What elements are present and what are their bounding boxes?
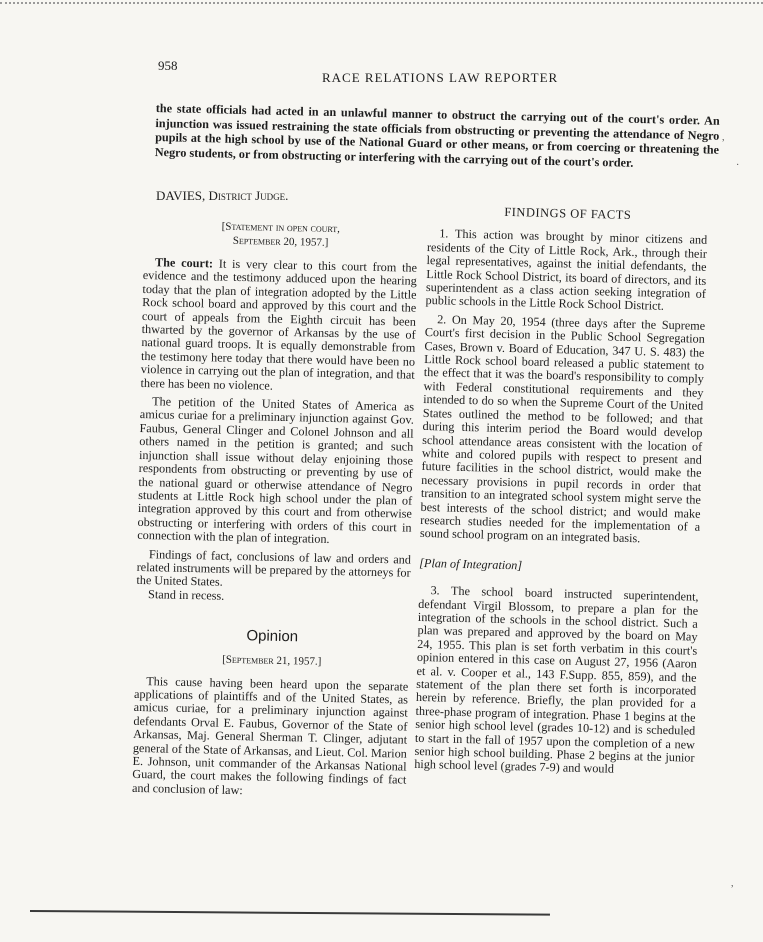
plan-subheading: [Plan of Integration] <box>419 555 523 573</box>
statement-caption-line1: [Statement in open court, <box>221 220 341 236</box>
petition-paragraph: The petition of the United States of America as amicus curiae for a preliminary injunction against Gov. Faubus, General Clinger and Colonel Johnson and all others named in the petition is granted; and such injunction shall issue without delay enjoining those respondents from obstructing or preventing by use of the national guard or otherwise attendance of Negro students at Little Rock high school under the plan of integration approved by this court and from otherwise obstructing or interfering with orders of this court in connection with the plan of integration. <box>137 394 415 547</box>
running-head: RACE RELATIONS LAW REPORTER <box>322 70 559 85</box>
court-paragraph-text: It is very clear to this court from the evidence and the testimony adduced upon the hearing today that the plan of integration adopted by the Little Rock school board and approved by this court and the court of appeals from the Eighth circuit has been thwarted by the governor of Arkansas by the use of national guard troops. It is equally demonstrable from the testimony here today that there would have been no violence in carrying out the plan of integration, and that there has been no violence. <box>140 256 418 393</box>
bottom-rule <box>30 910 550 916</box>
top-dotted-border <box>0 2 763 6</box>
left-column <box>132 218 418 801</box>
right-column <box>414 204 708 779</box>
opinion-heading: Opinion <box>246 627 299 646</box>
scan-speck: · <box>736 160 740 171</box>
statement-caption <box>143 218 418 252</box>
court-label: The court: <box>154 255 214 271</box>
finding-2: 2. On May 20, 1954 (three days after the Supreme Court's first decision in the Public School Segregation Cases, Brown v. Board of Education, 347 U. S. 483) the Little Rock school board released a public statement to the effect that it was the board's responsibility to comply with Federal constitutional requirements and they intended to do so when the Supreme Court of the United States outlined the method to be followed; and that during this interim period the Board would develop school attendance areas consistent with the location of white and colored pupils with respect to present and future facilities in the school district, would make the necessary provisions in pupil records in order that transition to an integrated school system might serve the best interests of the school district; and would make research studies needed for the implementation of a sound school program on an integrated basis. <box>419 312 706 546</box>
findings-heading: FINDINGS OF FACTS <box>504 204 632 222</box>
statement-caption-line2: September 20, 1957.] <box>232 234 329 249</box>
scan-speck: , <box>731 878 734 889</box>
court-statement-paragraph <box>140 256 417 396</box>
holding-summary: the state officials had acted in an unlawful manner to obstruct the carrying out of the court's order. An injunction was issued restraining the state officials from obstructing or preventing the attendance of Negro pupils at the high school by use of the National Guard or other means, or from coercing or threatening the Negro students, or from obstructing or interfering with the carrying out of the court's order. <box>154 101 720 170</box>
opinion-date: [September 21, 1957.] <box>222 653 322 668</box>
finding-1: 1. This action was brought by minor citizens and residents of the City of Little Rock, Ark., through their legal representatives, against the initial defendants, the Little Rock School District, its board of directors, and its superintendent as a class action seeking integration of public schools in the Little Rock School District. <box>425 226 708 314</box>
finding-3: 3. The school board instructed superintendent, defendant Virgil Blossom, to prepare a plan for the integration of the schools in the school district. Such a plan was prepared and approved by the board on May 24, 1955. This plan is set forth verbatim in this court's opinion entered in this case on August 27, 1956 (Aaron et al. v. Cooper et al., 143 F.Supp. 855, 859), and the statement of the plan there set forth is incorporated herein by reference. Briefly, the plan provided for a three-phase program of integration. Phase 1 begins at the senior high school level (grades 10-12) and is scheduled to start in the fall of 1957 upon the completion of a new senior high school building. Phase 2 begins at the junior high school level (grades 7-9) and would <box>414 583 699 777</box>
judge-line: DAVIES, District Judge. <box>156 188 289 203</box>
page-number: 958 <box>158 58 178 73</box>
opinion-paragraph: This cause having been heard upon the separate applications of plaintiffs and of the United States, as amicus curiae, for a preliminary injunction against defendants Orval E. Faubus, Governor of the State of Arkansas, Maj. General Sherman T. Clinger, adjutant general of the State of Arkansas, and Lieut. Col. Marion E. Johnson, unit commander of the Arkansas National Guard, the court makes the following findings of fact and conclusion of law: <box>131 673 409 798</box>
findings-preparation-paragraph: Findings of fact, conclusions of law and orders and related instruments will be prepared by the attorneys for the United States. <box>136 546 412 590</box>
scan-speck: , <box>722 132 725 143</box>
recess-line: Stand in recess. <box>147 586 225 603</box>
